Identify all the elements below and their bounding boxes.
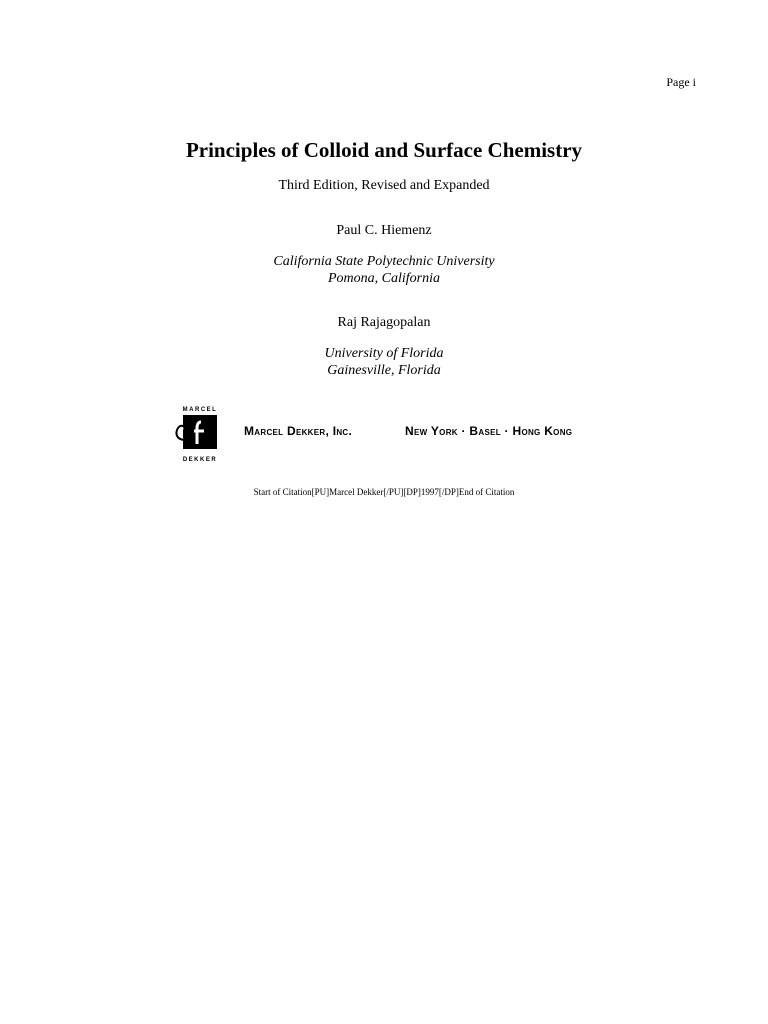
- author-name-1: Paul C. Hiemenz: [336, 223, 432, 238]
- logo-bottom-text: DEKKER: [182, 457, 218, 463]
- affiliation-2-line-2: Gainesville, Florida: [327, 363, 441, 378]
- page-number: Page i: [666, 75, 696, 89]
- affiliation-1-line-1: California State Polytechnic University: [273, 254, 495, 269]
- publisher-logo: [174, 404, 226, 464]
- affiliation-2-line-1: University of Florida: [324, 346, 444, 361]
- affiliation-1-line-2: Pomona, California: [327, 271, 440, 286]
- book-title: Principles of Colloid and Surface Chemistry: [185, 138, 583, 162]
- publisher-cities: New York · Basel · Hong Kong: [405, 424, 573, 438]
- marcel-dekker-logo-icon: [174, 404, 226, 464]
- author-name-2: Raj Rajagopalan: [337, 315, 431, 330]
- logo-top-text: MARCEL: [182, 407, 218, 413]
- citation-line: Start of Citation[PU]Marcel Dekker[/PU][DP]1997[/DP]End of Citation: [253, 487, 515, 497]
- publisher-name: Marcel Dekker, Inc.: [244, 424, 353, 438]
- book-edition: Third Edition, Revised and Expanded: [278, 178, 490, 193]
- author-affiliation-1: [0, 253, 768, 287]
- author-affiliation-2: [0, 345, 768, 379]
